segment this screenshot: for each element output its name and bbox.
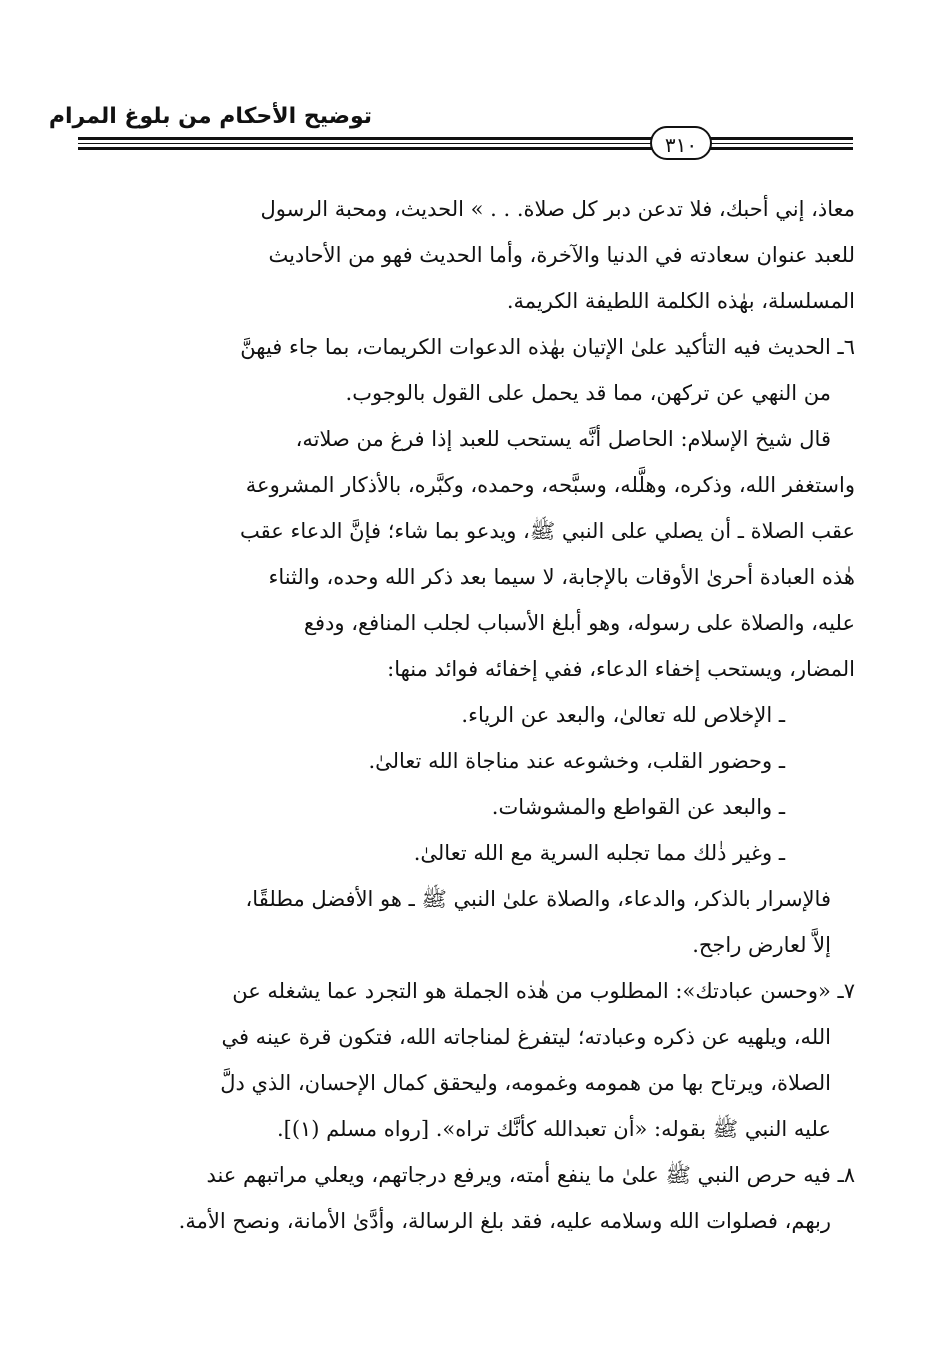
text-line: من النهي عن تركهن، مما قد يحمل على القول بالوجوب.	[345, 381, 831, 405]
numbered-item-6: ٦ـ الحديث فيه التأكيد علىٰ الإتيان بهٰذه الدعوات الكريمات، بما جاء فيهنَّ	[240, 335, 855, 359]
text-line: المسلسلة، بهٰذه الكلمة اللطيفة الكريمة.	[506, 289, 855, 313]
text-line: فالإسرار بالذكر، والدعاء، والصلاة علىٰ النبي ﷺ ـ هو الأفضل مطلقًا،	[245, 887, 831, 911]
text-line: ربهم، فصلوات الله وسلامه عليه، فقد بلغ الرسالة، وأدَّىٰ الأمانة، ونصح الأمة.	[178, 1209, 831, 1233]
text-line: هٰذه العبادة أحرىٰ الأوقات بالإجابة، لا سيما بعد ذكر الله وحده، والثناء	[268, 565, 855, 589]
text-line: واستغفر الله، وذكره، وهلَّله، وسبَّحه، وحمده، وكبَّره، بالأذكار المشروعة	[245, 473, 855, 497]
text-line: عقب الصلاة ـ أن يصلي على النبي ﷺ، ويدعو بما شاء؛ فإنَّ الدعاء عقب	[240, 519, 855, 543]
header-rule-bottom	[78, 147, 853, 150]
body-text	[80, 186, 855, 1244]
numbered-item-7: ٧ـ «وحسن عبادتك»: المطلوب من هٰذه الجملة هو التجرد عما يشغله عن	[232, 979, 855, 1003]
text-line: الصلاة، ويرتاح بها من همومه وغمومه، وليحقق كمال الإحسان، الذي دلَّ	[220, 1071, 831, 1095]
header-rule-middle	[78, 143, 853, 144]
bullet-item: ـ وحضور القلب، وخشوعه عند مناجاة الله تعالىٰ.	[368, 749, 785, 773]
numbered-item-8: ٨ـ فيه حرص النبي ﷺ علىٰ ما ينفع أمته، ويرفع درجاتهم، ويعلي مراتبهم عند	[206, 1163, 855, 1187]
text-line: للعبد عنوان سعادته في الدنيا والآخرة، وأما الحديث فهو من الأحاديث	[268, 243, 855, 267]
bullet-item: ـ وغير ذٰلك مما تجلبه السرية مع الله تعالىٰ.	[413, 841, 785, 865]
text-line: المضار، ويستحب إخفاء الدعاء، ففي إخفائه فوائد منها:	[387, 657, 855, 681]
header-rule-top	[78, 137, 853, 140]
text-line: الله، ويلهيه عن ذكره وعبادته؛ ليتفرغ لمناجاته الله، فتكون قرة عينه في	[221, 1025, 831, 1049]
bullet-item: ـ والبعد عن القواطع والمشوشات.	[491, 795, 785, 819]
text-line: عليه، والصلاة على رسوله، وهو أبلغ الأسباب لجلب المنافع، ودفع	[303, 611, 855, 635]
page-number: ٣١٠	[650, 126, 712, 160]
text-line: إلاَّ لعارض راجح.	[692, 933, 831, 957]
running-title: توضيح الأحكام من بلوغ المرام	[48, 104, 372, 129]
text-line: قال شيخ الإسلام: الحاصل أنَّه يستحب للعبد إذا فرغ من صلاته،	[295, 427, 831, 451]
text-line: عليه النبي ﷺ بقوله: «أن تعبدالله كأنَّك تراه». [رواه مسلم (١)].	[276, 1117, 831, 1141]
bullet-item: ـ الإخلاص لله تعالىٰ، والبعد عن الرياء.	[461, 703, 785, 727]
text-line: معاذ، إني أحبك، فلا تدعن دبر كل صلاة. . . » الحديث، ومحبة الرسول	[260, 197, 855, 221]
